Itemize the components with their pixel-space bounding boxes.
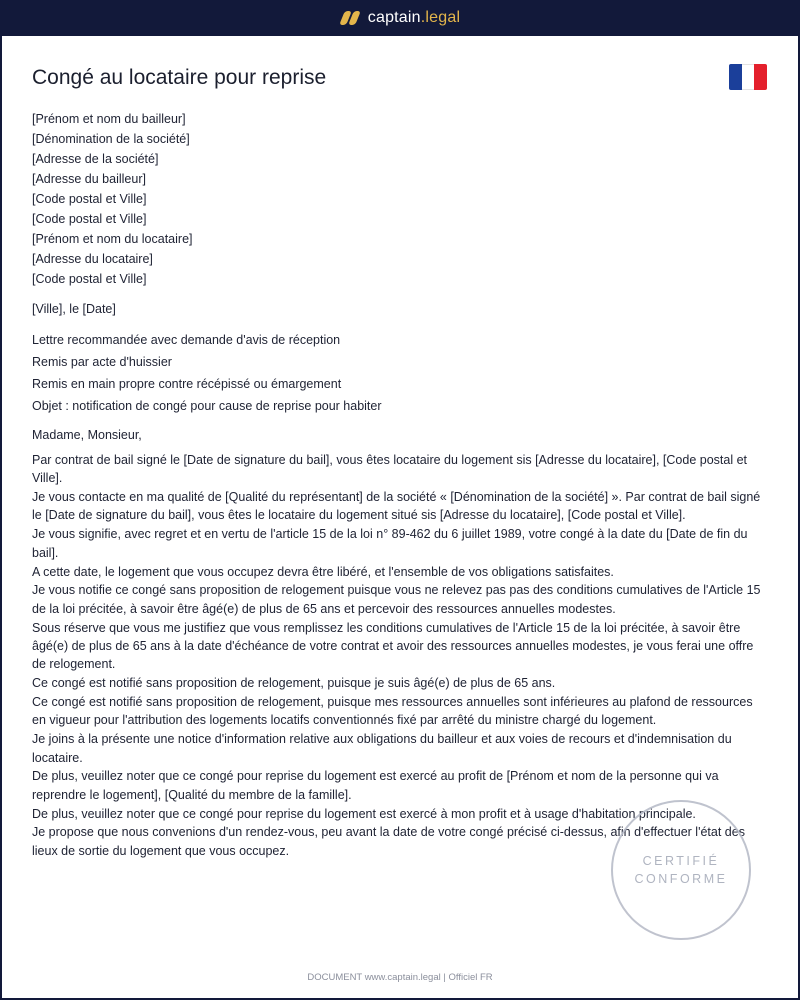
address-line: [Dénomination de la société] bbox=[32, 132, 190, 146]
address-line: [Prénom et nom du locataire] bbox=[32, 232, 193, 246]
address-block bbox=[32, 109, 762, 289]
document-title: Congé au locataire pour reprise bbox=[32, 66, 327, 89]
place-date: [Ville], le [Date] bbox=[32, 302, 116, 316]
paragraph: Sous réserve que vous me justifiez que vous remplissez les conditions cumulatives de l'Article 15 de la loi précitée, à savoir être âgé(e) de plus de 65 ans à la date d'échéance de votre contrat et avoir des ressources annuelles modestes, je vous ferai une offre de relogement. bbox=[32, 620, 754, 672]
address-line: [Adresse du bailleur] bbox=[32, 172, 146, 186]
document-page bbox=[2, 36, 798, 998]
address-line: [Code postal et Ville] bbox=[32, 192, 147, 206]
document-body bbox=[32, 109, 762, 860]
paragraph: Je joins à la présente une notice d'information relative aux obligations du bailleur et aux voies de recours et d'indemnisation du locataire. bbox=[32, 732, 732, 765]
paragraph: Ce congé est notifié sans proposition de relogement, puisque je suis âgé(e) de plus de 65 ans. bbox=[32, 676, 556, 691]
document-footer: DOCUMENT www.captain.legal | Officiel FR bbox=[307, 972, 493, 983]
delivery-block bbox=[32, 329, 762, 417]
paragraph: Ce congé est notifié sans proposition de relogement, puisque mes ressources annuelles sont inférieures au plafond de ressources en vigueur pour l'attribution des logements locatifs conventionnés fixé par arrêté du ministre chargé du logement. bbox=[32, 695, 753, 728]
paragraph: De plus, veuillez noter que ce congé pour reprise du logement est exercé à mon profit et à usage d'habitation principale. bbox=[32, 806, 696, 821]
address-line: [Adresse du locataire] bbox=[32, 252, 153, 266]
letter-paragraphs bbox=[32, 451, 762, 860]
paragraph: De plus, veuillez noter que ce congé pour reprise du logement est exercé au profit de [Prénom et nom de la personne qui va reprendre le logement], [Qualité du membre de la famille]. bbox=[32, 769, 719, 802]
address-line: [Adresse de la société] bbox=[32, 152, 159, 166]
brand-name-main: captain bbox=[367, 9, 421, 26]
top-header-bar bbox=[0, 0, 800, 36]
address-line: [Prénom et nom du bailleur] bbox=[32, 112, 186, 126]
delivery-line: Remis en main propre contre récépissé ou émargement bbox=[32, 377, 342, 391]
paragraph: Je vous notifie ce congé sans proposition de relogement puisque vous ne relevez pas pas des conditions cumulatives de l'Article 15 de la loi précitée, à savoir être âgé(e) de plus de 65 ans et percevoir des ressources annuelles modestes. bbox=[32, 583, 761, 616]
address-line: [Code postal et Ville] bbox=[32, 212, 147, 226]
paragraph: Par contrat de bail signé le [Date de signature du bail], vous êtes locataire du logement sis [Adresse du locataire], [Code postal et Ville]. bbox=[32, 453, 747, 486]
delivery-line: Lettre recommandée avec demande d'avis de réception bbox=[32, 333, 341, 347]
subject-line: Objet : notification de congé pour cause de reprise pour habiter bbox=[32, 399, 382, 413]
brand-name-tld: .legal bbox=[420, 9, 461, 26]
paragraph: A cette date, le logement que vous occupez devra être libéré, et l'ensemble de vos obligations satisfaites. bbox=[32, 564, 614, 579]
brand-name bbox=[368, 9, 460, 27]
address-line: [Code postal et Ville] bbox=[32, 272, 147, 286]
delivery-line: Remis par acte d'huissier bbox=[32, 355, 172, 369]
salutation: Madame, Monsieur, bbox=[32, 428, 142, 442]
certified-stamp bbox=[611, 800, 751, 940]
paragraph: Je propose que nous convenions d'un rendez-vous, peu avant la date de votre congé précisé ci-dessus, afin d'effectuer l'état des lieux de sortie du logement que vous occupez. bbox=[32, 825, 745, 858]
brand-logo[interactable] bbox=[340, 9, 460, 27]
paragraph: Je vous contacte en ma qualité de [Qualité du représentant] de la société « [Dénomination de la société] ». Par contrat de bail signé le [Date de signature du bail], vous êtes le locataire du logement situé sis [Adresse du locataire], [Code postal et Ville]. bbox=[32, 490, 761, 523]
stamp-text-line1: CERTIFIÉ bbox=[642, 854, 720, 868]
french-flag-icon bbox=[729, 64, 767, 90]
paragraph: Je vous signifie, avec regret et en vertu de l'article 15 de la loi n° 89-462 du 6 juillet 1989, votre congé à la date du [Date de fin du bail]. bbox=[32, 527, 748, 560]
captain-logo-icon bbox=[340, 10, 360, 26]
stamp-text-line2: CONFORME bbox=[634, 872, 728, 886]
